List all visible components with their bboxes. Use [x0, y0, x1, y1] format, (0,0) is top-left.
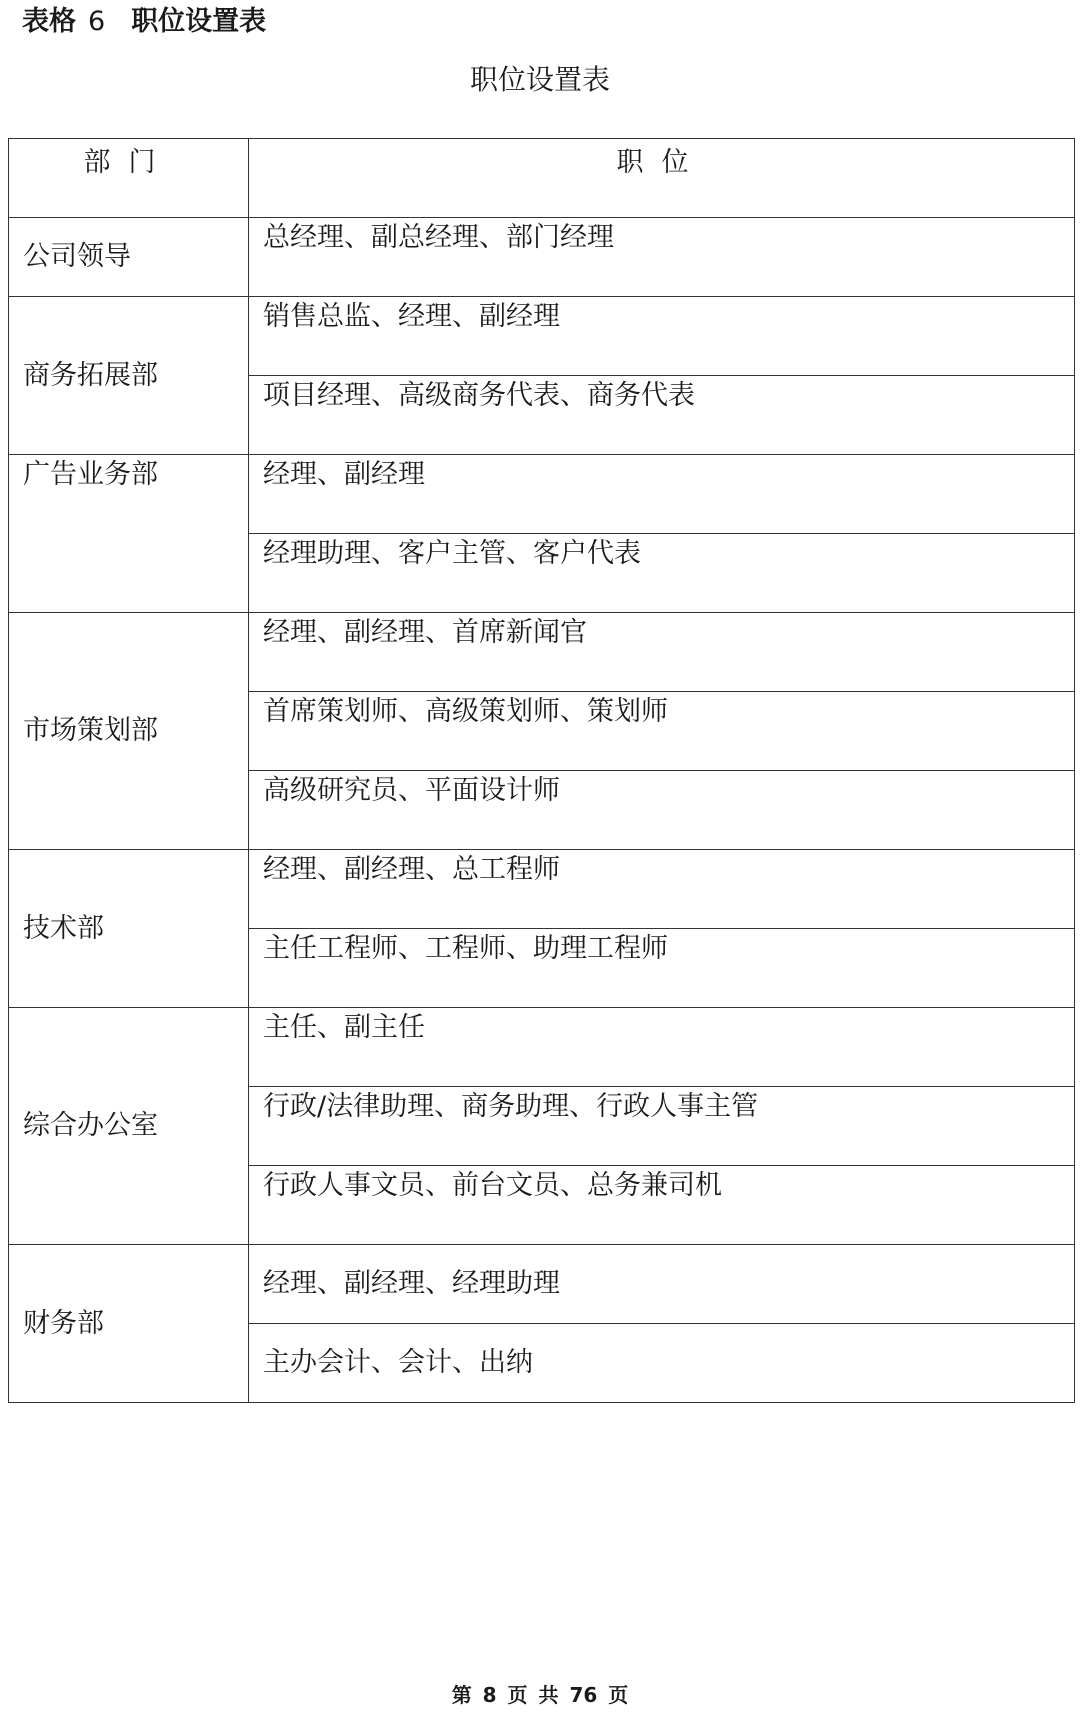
header-position: 职位: [249, 139, 1075, 218]
table-row: [9, 613, 1075, 692]
position-cell: 行政人事文员、前台文员、总务兼司机: [249, 1166, 1075, 1245]
position-cell: 高级研究员、平面设计师: [249, 771, 1075, 850]
caption-number: 6: [88, 6, 106, 37]
table-row: [9, 850, 1075, 929]
position-cell: 主任、副主任: [249, 1008, 1075, 1087]
table-title: 职位设置表: [469, 63, 610, 96]
position-cell: 首席策划师、高级策划师、策划师: [249, 692, 1075, 771]
department-cell: 技术部: [9, 850, 249, 1008]
caption-label: 表格: [22, 6, 76, 37]
department-cell: 财务部: [9, 1245, 249, 1403]
position-cell: 行政/法律助理、商务助理、行政人事主管: [249, 1087, 1075, 1166]
table-row: [9, 1245, 1075, 1324]
table-row: [9, 297, 1075, 376]
department-cell: 市场策划部: [9, 613, 249, 850]
position-cell: 经理、副经理、首席新闻官: [249, 613, 1075, 692]
position-cell: 销售总监、经理、副经理: [249, 297, 1075, 376]
header-row: [9, 139, 1075, 218]
department-cell: 综合办公室: [9, 1008, 249, 1245]
table-row: [9, 455, 1075, 534]
position-cell: 总经理、副总经理、部门经理: [249, 218, 1075, 297]
header-department: 部门: [9, 139, 249, 218]
table-caption: [22, 2, 266, 42]
position-cell: 经理助理、客户主管、客户代表: [249, 534, 1075, 613]
position-table: [8, 138, 1075, 1403]
position-cell: 经理、副经理、经理助理: [249, 1245, 1075, 1324]
position-cell: 经理、副经理、总工程师: [249, 850, 1075, 929]
department-cell: 公司领导: [9, 218, 249, 297]
table-row: [9, 218, 1075, 297]
position-cell: 主办会计、会计、出纳: [249, 1324, 1075, 1403]
department-cell: 广告业务部: [9, 455, 249, 613]
position-cell: 项目经理、高级商务代表、商务代表: [249, 376, 1075, 455]
caption-title: 职位设置表: [131, 6, 267, 37]
department-cell: 商务拓展部: [9, 297, 249, 455]
table-row: [9, 1008, 1075, 1087]
page-footer: 第 8 页 共 76 页: [451, 1683, 629, 1707]
position-cell: 经理、副经理: [249, 455, 1075, 534]
position-cell: 主任工程师、工程师、助理工程师: [249, 929, 1075, 1008]
